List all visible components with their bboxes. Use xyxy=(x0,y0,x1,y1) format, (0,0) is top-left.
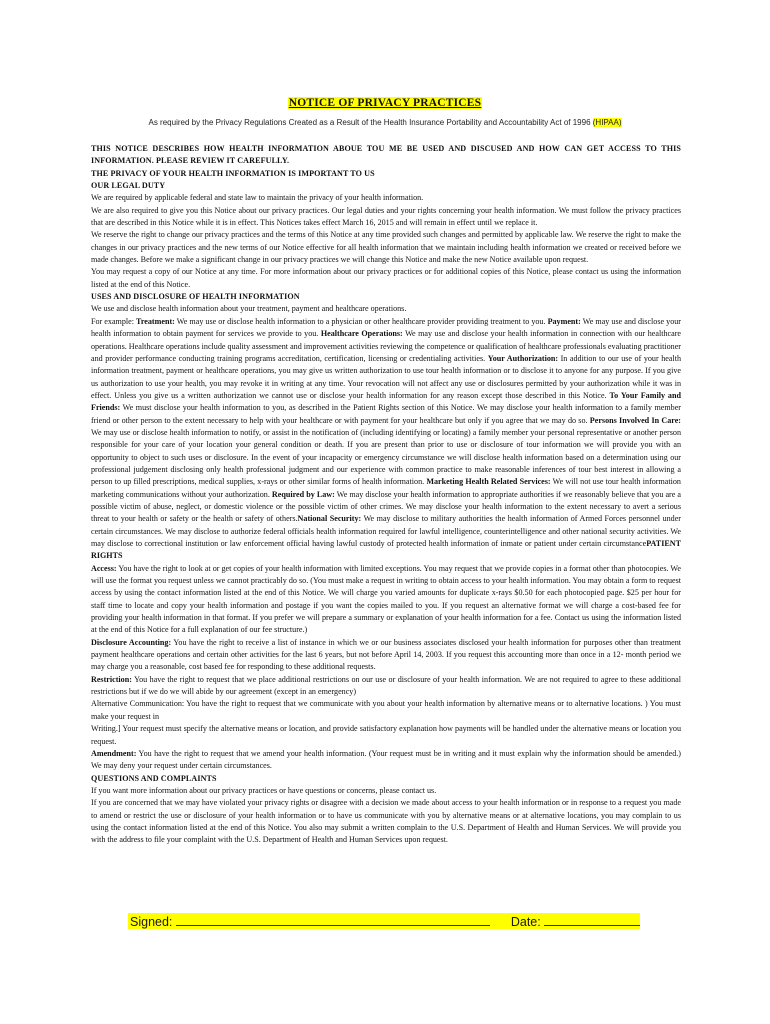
writing-paragraph: Writing.] Your request must specify the alternative means or location, and provide satisfactory explanation how payments will be handled under the alternative means or location you request. xyxy=(91,724,681,746)
questions-paragraph: If you want more information about our privacy practices or have questions or concerns, please contact us. xyxy=(91,785,437,795)
legal-duty-heading: OUR LEGAL DUTY xyxy=(91,181,166,191)
uses-text: We may use or disclose health information to a physician or other healthcare provider providing treatment to you. xyxy=(174,316,548,326)
restriction-label: Restriction: xyxy=(91,674,132,684)
law-label: Required by Law: xyxy=(271,489,335,499)
questions-heading: QUESTIONS AND COMPLAINTS xyxy=(91,773,217,783)
alternative-communication-paragraph: Alternative Communication: You have the right to request that we communicate with you about your health information by alternative means or to alternative locations. ) You must make your request in xyxy=(91,699,681,721)
rights-text: You have the right to request that we amend your health information. (Your request must be in writing and it must explain why the information should be amended.) We may deny your request under certain circumstances. xyxy=(91,748,681,771)
uses-detail-paragraph xyxy=(91,316,681,563)
security-label: National Security: xyxy=(297,514,362,524)
signed-label: Signed: xyxy=(130,915,173,929)
page-title: NOTICE OF PRIVACY PRACTICES xyxy=(288,97,482,109)
rights-text: You have the right to receive a list of instance in which we or our business associates disclosed your health information for purposes other than treatment payment healthcare operations and certain other activities for the last 6 years, but not before April 14, 2003. If you request this accounting more than once in a 12- month period we may charge you a reasonable, cost based fee for responding to these additional requests. xyxy=(91,637,682,672)
amendment-paragraph xyxy=(91,748,681,773)
restriction-paragraph xyxy=(91,674,681,699)
access-label: Access: xyxy=(91,563,117,573)
uses-text: We may use and disclose your health information to obtain payment for services we provide to you. xyxy=(91,316,681,339)
care-label: Persons Involved In Care: xyxy=(589,415,681,425)
amendment-label: Amendment: xyxy=(91,748,137,758)
uses-text: We may disclose your health information to appropriate authorities if we reasonably believe that you are a possible victim of abuse, neglect, or domestic violence or the possible victim of other crimes. We may disclose your health information to the extent necessary to avert a serious threat to your health or safety or the health or safety of others. xyxy=(91,489,681,524)
legal-duty-paragraph: We reserve the right to change our privacy practices and the terms of this Notice at any time provided such changes and permitted by applicable law. We reserve the right to make the changes in our privacy practices and the new terms of our Notice effective for all health information that we maintain including health information we created or received before we made changes. Before we make a significant change in our privacy practices we will change this Notice and make the new Notice available upon request. xyxy=(91,230,681,265)
notice-body xyxy=(91,143,681,847)
uses-text: In addition to our use of your health information treatment, payment or healthcare operations, you may give us written authorization to use tour health information or to disclose it to anyone for any purpose. If you give us authorization to use your health, you may revoke it in writing at any time. Your revocation will not affect any use or disclosures permitted by your authorization while it was in effect. Unless you give us a written authorization we cannot use or disclose your health information for any reason except those described in this Notice. xyxy=(91,353,681,400)
legal-duty-paragraph: We are also required to give you this Notice about our privacy practices. Our legal duties and your rights concerning your health information. We must follow the privacy practices that are described in this Notice while it is in effect. This Notices takes effect March 16, 2015 and will remain in effect until we replace it. xyxy=(91,205,681,228)
operations-label: Healthcare Operations: xyxy=(320,329,403,339)
date-label: Date: xyxy=(510,915,541,929)
questions-paragraph: If you are concerned that we may have violated your privacy rights or disagree with a decision we made about access to your health information or in response to a request you made to amend or restrict the use or disclosure of your health information or to have us communicate with you by alternative means or at alternative locations, you may complain to us using the contact information listed at the end of this Notice. You also may submit a written complain to the U.S. Department of Health and Human Services. We will provide you with the address to file your complaint with the U.S. Department of Health and Human Services upon request. xyxy=(91,798,681,845)
uses-text: For example: xyxy=(91,316,137,326)
title-container xyxy=(0,93,770,111)
signature-field[interactable] xyxy=(176,913,490,926)
authorization-label: Your Authorization: xyxy=(487,353,559,363)
treatment-label: Treatment: xyxy=(136,316,175,326)
intro-privacy-heading: THE PRIVACY OF YOUR HEALTH INFORMATION IS IMPORTANT TO US xyxy=(91,168,375,178)
uses-text: We will not use tour health information marketing communications without your authorization. xyxy=(91,477,681,499)
subtitle-hipaa: (HIPAA) xyxy=(592,118,622,127)
uses-paragraph: We use and disclose health information about your treatment, payment and healthcare operations. xyxy=(91,304,407,314)
uses-text: We may use or disclose health information to notify, or assist in the notification of (including identifying or locating) a family member your personal representative or another person responsible for your care of your location your general condition or death. If you are present than prior to use or disclosure of tour information we will provide you with an opportunity to object to such uses or disclosure. In the event of your incapacity or emergency circumstance we will disclose health information based on a determination using our professional judgement disclosing only health professional judgment and our experience with common practice to make reasonable inferences of tour best interest in allowing a person to up filled prescriptions, medical supplies, x-rays or other similar forms of health information. xyxy=(91,427,681,487)
subtitle xyxy=(0,118,770,127)
legal-duty-paragraph: You may request a copy of our Notice at any time. For more information about our privacy practices or for additional copies of this Notice, please contact us using the information listed at the end of this Notice. xyxy=(91,267,681,289)
accounting-label: Disclosure Accounting: xyxy=(91,637,172,647)
signature-bar xyxy=(128,913,640,929)
date-field[interactable] xyxy=(544,913,640,926)
uses-text: We may disclose to military authorities the health information of Armed Forces personnel under certain circumstances. We may disclose to authorize federal officials health information required for lawful intelligence, counterintelligence and other national security activities. We may disclose to correctional institution or law enforcement official having lawful custody of protected health information of inmate or patient under certain circumstance xyxy=(91,514,681,548)
rights-text: You have the right to look at or get copies of your health information with limited exceptions. You may request that we provide copies in a format other than photocopies. We will use the format you request unless we cannot practicably do so. (You must make a request in writing to obtain access to your health information. You may obtain a form to request access by using the contact information listed at the end of this Notice. We will charge you varied amounts for duplicate x-rays $0.50 for each photocopied page. $25 per hour for staff time to locate and copy your health information and postage if you want the copies mailed to you. If you request an alternative format we will charge a cost-based fee for providing your health information in that format. If you prefer we will prepare a summary or explanation of your health information for a fee. Contact us using the information listed at the end of this Notice for a full explanation of our fee structure.) xyxy=(91,563,681,635)
family-label: To Your Family and Friends: xyxy=(91,390,681,413)
subtitle-text: As required by the Privacy Regulations Created as a Result of the Health Insurance Portability and Accountability Act of 1996 xyxy=(148,118,593,127)
payment-label: Payment: xyxy=(547,316,581,326)
access-paragraph xyxy=(91,563,681,637)
uses-text: We may use and disclose your health information in connection with our healthcare operations. Healthcare operations include quality assessment and improvement activities reviewing the competence or qualification of healthcare professionals evaluating practitioner and provider performance conducting training programs accreditation, certification, licensing or credentialing activities. xyxy=(91,329,681,363)
rights-text: You have the right to request that we place additional restrictions on our use or disclosure of your health information. We are not required to agree to these additional restrictions but if we do we will abide by our agreement (except in an emergency) xyxy=(91,674,681,697)
patient-rights-heading: PATIENT RIGHTS xyxy=(91,539,681,561)
accounting-paragraph xyxy=(91,637,681,674)
legal-duty-paragraph: We are required by applicable federal and state law to maintain the privacy of your health information. xyxy=(91,193,424,203)
uses-text: We must disclose your health information to you, as described in the Patient Rights section of this Notice. We may disclose your health information to a family member friend or other person to the extent necessary to help with your healthcare or with payment for your healthcare but only if you agree that we may do so. xyxy=(91,403,681,425)
marketing-label: Marketing Health Related Services: xyxy=(426,477,551,487)
intro-statement: THIS NOTICE DESCRIBES HOW HEALTH INFORMATION ABOUE TOU ME BE USED AND DISCUSED AND HOW CAN GET ACCESS TO THIS INFORMATION. PLEASE REVIEW IT CAREFULLY. xyxy=(91,144,681,166)
uses-heading: USES AND DISCLOSURE OF HEALTH INFORMATION xyxy=(91,292,300,302)
